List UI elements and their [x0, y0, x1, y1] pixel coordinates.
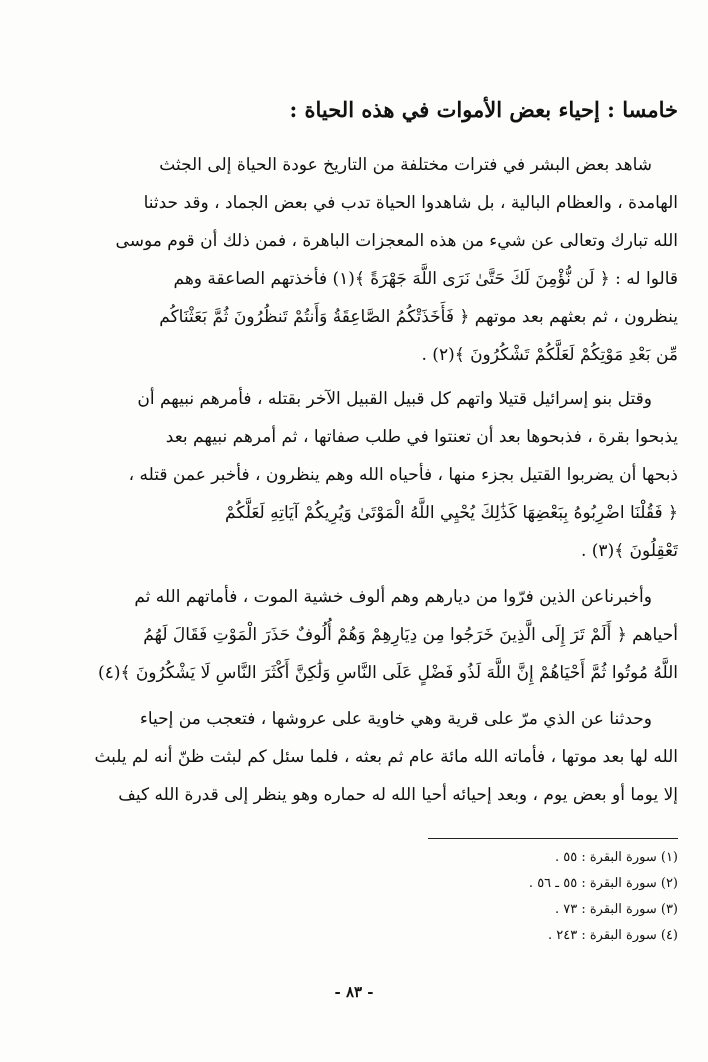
text-line: وحدثنا عن الذي مرّ على قرية وهي خاوية على عروشها ، فتعجب من إحياء: [139, 709, 652, 729]
page-number: - ٨٣ -: [334, 983, 374, 1001]
text-line: إلا يوما أو بعض يوم ، وبعد إحيائه أحيا الله له حماره وهو ينظر إلى قدرة الله كيف: [118, 785, 678, 805]
footnote-3: (٣) سورة البقرة : ٧٣ .: [554, 902, 678, 917]
text-line: مِّن بَعْدِ مَوْتِكُمْ لَعَلَّكُمْ تَشْكُرُونَ ﴾(٢) .: [421, 345, 678, 365]
text-line: اللَّهُ مُوتُوا ثُمَّ أَحْيَاهُمْ إِنَّ اللَّهَ لَذُو فَضْلٍ عَلَى النَّاسِ وَلَٰكِنَّ أَكْثَرَ النَّاسِ لَا يَشْكُرُونَ ﴾(٤): [98, 663, 678, 683]
footnote-divider: [428, 838, 678, 839]
paragraph-1: [18, 146, 678, 374]
section-heading: خامسا : إحياء بعض الأموات في هذه الحياة :: [289, 97, 678, 122]
footnote-4: (٤) سورة البقرة : ٢٤٣ .: [547, 928, 678, 943]
text-line: الله لها بعد موتها ، فأماته الله مائة عام ثم بعثه ، فلما سئل كم لبثت ظنّ أنه لم يلبث: [94, 747, 678, 767]
text-line: شاهد بعض البشر في فترات مختلفة من التاريخ عودة الحياة إلى الجثث: [159, 155, 652, 175]
text-line: تَعْقِلُونَ ﴾(٣) .: [580, 541, 678, 561]
text-line: ﴿ فَقُلْنَا اضْرِبُوهُ بِبَعْضِهَا كَذَٰلِكَ يُحْيِي اللَّهُ الْمَوْتَىٰ وَيُرِيكُمْ آيَاتِهِ لَعَلَّكُمْ: [225, 503, 678, 523]
paragraph-3: [18, 578, 678, 692]
text-line: قالوا له : ﴿ لَن نُّؤْمِنَ لَكَ حَتَّىٰ نَرَى اللَّهَ جَهْرَةً ﴾(١) فأخذتهم الصاعقة وهم: [173, 269, 678, 289]
footnotes-list: [378, 845, 678, 949]
footnote-2: (٢) سورة البقرة : ٥٥ ـ ٥٦ .: [528, 876, 678, 891]
footnote-1: (١) سورة البقرة : ٥٥ .: [554, 850, 678, 865]
text-line: الله تبارك وتعالى عن شيء من هذه المعجزات الباهرة ، فمن ذلك أن قوم موسى: [115, 231, 678, 251]
paragraph-4: [18, 700, 678, 814]
text-line: يذبحوا بقرة ، فذبحوها بعد أن تعنتوا في طلب صفاتها ، ثم أمرهم نبيهم بعد: [165, 427, 678, 447]
text-line: الهامدة ، والعظام البالية ، بل شاهدوا الحياة تدب في بعض الجماد ، وقد حدثنا: [143, 193, 678, 213]
text-line: وقتل بنو إسرائيل قتيلا واتهم كل قبيل القبيل الآخر بقتله ، فأمرهم نبيهم أن: [137, 389, 652, 409]
paragraph-2: [18, 380, 678, 570]
text-line: وأخبرناعن الذين فرّوا من ديارهم وهم ألوف خشية الموت ، فأماتهم الله ثم: [134, 587, 652, 607]
text-line: ينظرون ، ثم بعثهم بعد موتهم ﴿ فَأَخَذَتْكُمُ الصَّاعِقَةُ وَأَنتُمْ تَنظُرُونَ ثُمَّ بَعَثْنَاكُم: [159, 307, 678, 327]
text-line: أحياهم ﴿ أَلَمْ تَرَ إِلَى الَّذِينَ خَرَجُوا مِن دِيَارِهِمْ وَهُمْ أُلُوفٌ حَذَرَ الْمَوْتِ فَقَالَ لَهُمُ: [143, 625, 678, 645]
text-line: ذبحها أن يضربوا القتيل بجزء منها ، فأحياه الله وهم ينظرون ، فأخبر عمن قتله ،: [128, 465, 678, 485]
